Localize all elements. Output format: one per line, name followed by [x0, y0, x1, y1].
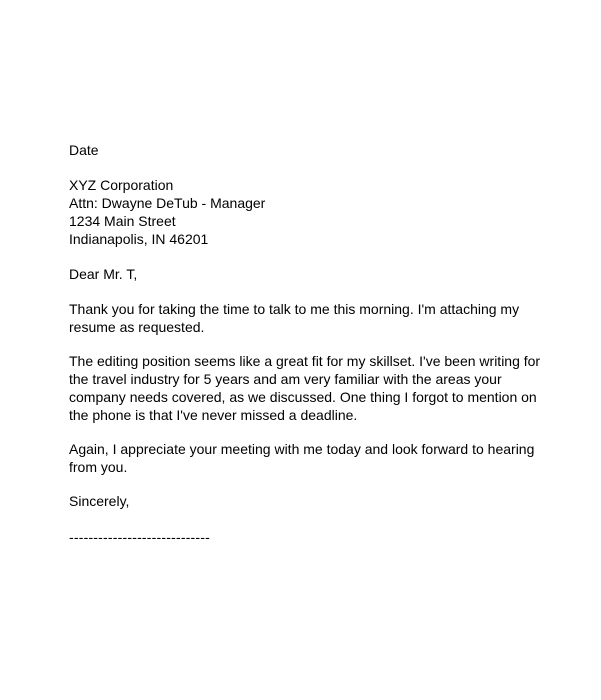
paragraph-3	[69, 440, 539, 476]
recipient-attention: Attn: Dwayne DeTub - Manager	[69, 195, 266, 211]
paragraph-line: The editing position seems like a great fit for my skillset. I've been writing for	[69, 353, 541, 369]
closing: Sincerely,	[69, 493, 130, 509]
paragraph-2	[69, 352, 539, 424]
recipient-street: 1234 Main Street	[69, 213, 176, 229]
paragraph-line: Again, I appreciate your meeting with me today and look forward to hearing	[69, 441, 535, 457]
paragraph-line: resume as requested.	[69, 319, 205, 335]
paragraph-line: from you.	[69, 459, 128, 475]
paragraph-line: Thank you for taking the time to talk to me this morning. I'm attaching my	[69, 301, 520, 317]
paragraph-line: the travel industry for 5 years and am very familiar with the areas your	[69, 371, 502, 387]
letter-body	[69, 141, 539, 546]
recipient-address	[69, 176, 539, 248]
date-label: Date	[69, 142, 99, 158]
paragraph-line: the phone is that I've never missed a deadline.	[69, 407, 358, 423]
paragraph-line: company needs covered, as we discussed. One thing I forgot to mention on	[69, 389, 537, 405]
recipient-city-state-zip: Indianapolis, IN 46201	[69, 231, 209, 247]
paragraph-1	[69, 300, 539, 336]
recipient-company: XYZ Corporation	[69, 177, 174, 193]
signature-line: -----------------------------	[69, 529, 211, 545]
salutation: Dear Mr. T,	[69, 266, 138, 282]
